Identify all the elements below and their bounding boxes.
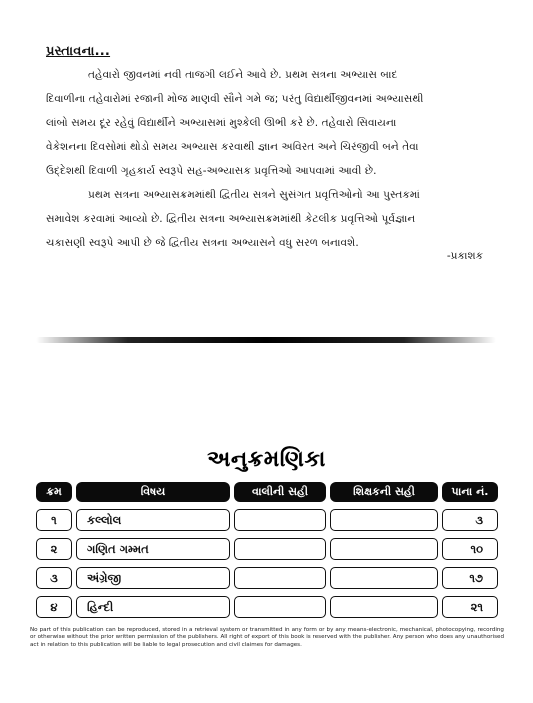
preface-line: વેકેશનના દિવસોમાં થોડો સમય અભ્યાસ કરવાથી જ્ઞાન અવિરત અને ચિરંજીવી બને તેવા — [46, 141, 419, 153]
index-title: અનુક્રમણિકા — [207, 447, 326, 472]
copyright-notice: No part of this publication can be reproduced, stored in a retrieval system or transmitted in any form or by any means-electronic, mechanical, photocopying, recording or otherwise without the prior written permission of the publishers. All right of export of this book is reserved with the publisher. Any person who does any unauthorised act in relation to this publication will be liable to legal prosecution and civil claimes for damages. — [30, 627, 504, 648]
row-page: ૨૧ — [442, 596, 498, 618]
row-subject: હિન્દી — [76, 596, 230, 618]
row-subject: અંગ્રેજી — [76, 567, 230, 589]
row-page: ૩ — [442, 509, 498, 531]
header-page: પાના નં. — [442, 482, 498, 502]
row-parent-sign-box — [234, 567, 326, 589]
row-teacher-sign-box — [330, 596, 438, 618]
row-number: ૨ — [36, 538, 72, 560]
publisher-signature: -પ્રકાશક — [446, 250, 483, 262]
row-subject: ગણિત ગમ્મત — [76, 538, 230, 560]
section-divider — [36, 337, 496, 343]
preface-line: ઉદ્દેશથી દિવાળી ગૃહકાર્ય સ્વરૂપે સહ-અભ્યાસક પ્રવૃત્તિઓ આપવામાં આવી છે. — [46, 165, 377, 177]
preface-line: પ્રથમ સત્રના અભ્યાસક્રમમાંથી દ્વિતીય સત્રને સુસંગત પ્રવૃત્તિઓનો આ પુસ્તકમાં — [88, 189, 420, 201]
header-parent-sign: વાલીની સહી — [234, 482, 326, 502]
row-page: ૧૭ — [442, 567, 498, 589]
preface-line: સમાવેશ કરવામાં આવ્યો છે. દ્વિતીય સત્રના અભ્યાસક્રમમાંથી કેટલીક પ્રવૃત્તિઓ પૂર્વજ્ઞાન — [46, 213, 416, 225]
row-page: ૧૦ — [442, 538, 498, 560]
row-number: ૧ — [36, 509, 72, 531]
row-parent-sign-box — [234, 509, 326, 531]
row-parent-sign-box — [234, 538, 326, 560]
preface-line: દિવાળીના તહેવારોમાં રજાની મોજ માણવી સૌને ગમે જ; પરંતુ વિદ્યાર્થીજીવનમાં અભ્યાસથી — [46, 93, 424, 105]
row-teacher-sign-box — [330, 567, 438, 589]
row-number: ૪ — [36, 596, 72, 618]
header-number: ક્રમ — [36, 482, 72, 502]
row-teacher-sign-box — [330, 538, 438, 560]
preface-heading: પ્રસ્તાવના... — [46, 44, 111, 59]
header-subject: વિષય — [76, 482, 230, 502]
preface-line: તહેવારો જીવનમાં નવી તાજગી લઈને આવે છે. પ્રથમ સત્રના અભ્યાસ બાદ — [88, 69, 398, 81]
preface-line: લાંબો સમય દૂર રહેવું વિદ્યાર્થીને અભ્યાસમાં મુશ્કેલી ઊભી કરે છે. તહેવારો સિવાયના — [46, 117, 397, 129]
row-parent-sign-box — [234, 596, 326, 618]
row-subject: કલ્લોલ — [76, 509, 230, 531]
preface-line: ચકાસણી સ્વરૂપે આપી છે જે દ્વિતીય સત્રના અભ્યાસને વધુ સરળ બનાવશે. — [46, 237, 359, 249]
row-teacher-sign-box — [330, 509, 438, 531]
row-number: ૩ — [36, 567, 72, 589]
header-teacher-sign: શિક્ષકની સહી — [330, 482, 438, 502]
